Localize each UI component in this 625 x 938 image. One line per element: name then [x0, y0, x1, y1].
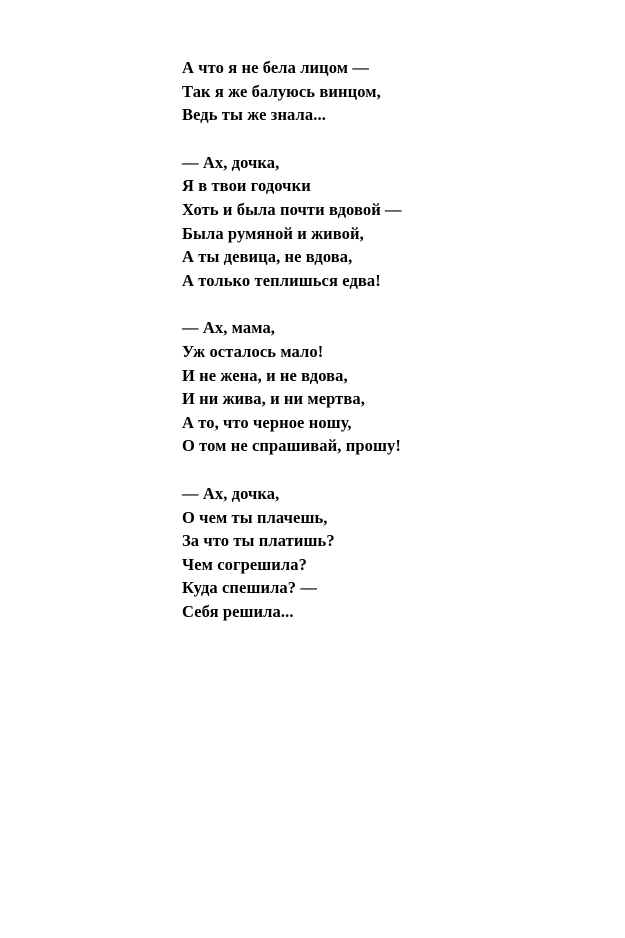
poem-line: А ты девица, не вдова,	[182, 247, 353, 267]
poem-line: За что ты платишь?	[182, 531, 335, 551]
stanza-3	[182, 316, 482, 458]
poem-line: — Ах, мама,	[182, 318, 276, 338]
poem-line: И ни жива, и ни мертва,	[182, 389, 365, 409]
poem-line: Хоть и была почти вдовой —	[182, 199, 402, 219]
poem-line: Была румяной и живой,	[182, 223, 364, 243]
poem-line: Я в твои годочки	[182, 176, 311, 196]
poem-text	[182, 56, 482, 647]
poem-line: Чем согрешила?	[182, 554, 307, 574]
stanza-4	[182, 482, 482, 624]
poem-line: Себя решила...	[182, 601, 294, 621]
poem-line: О чем ты плачешь,	[182, 507, 328, 527]
poem-line: А что я не бела лицом —	[182, 58, 369, 77]
poem-line: — Ах, дочка,	[182, 483, 280, 503]
poem-line: Так я же балуюсь винцом,	[182, 81, 381, 101]
stanza-1	[182, 56, 482, 127]
poem-line: О том не спрашивай, прошу!	[182, 436, 401, 456]
poem-line: Ведь ты же знала...	[182, 105, 326, 125]
poem-line: А только теплишься едва!	[182, 270, 381, 290]
stanza-2	[182, 151, 482, 293]
poem-line: Куда спешила? —	[182, 578, 317, 598]
poem-line: — Ах, дочка,	[182, 152, 280, 172]
poem-line: А то, что черное ношу,	[182, 412, 352, 432]
poem-line: И не жена, и не вдова,	[182, 365, 348, 385]
poem-line: Уж осталось мало!	[182, 341, 324, 361]
